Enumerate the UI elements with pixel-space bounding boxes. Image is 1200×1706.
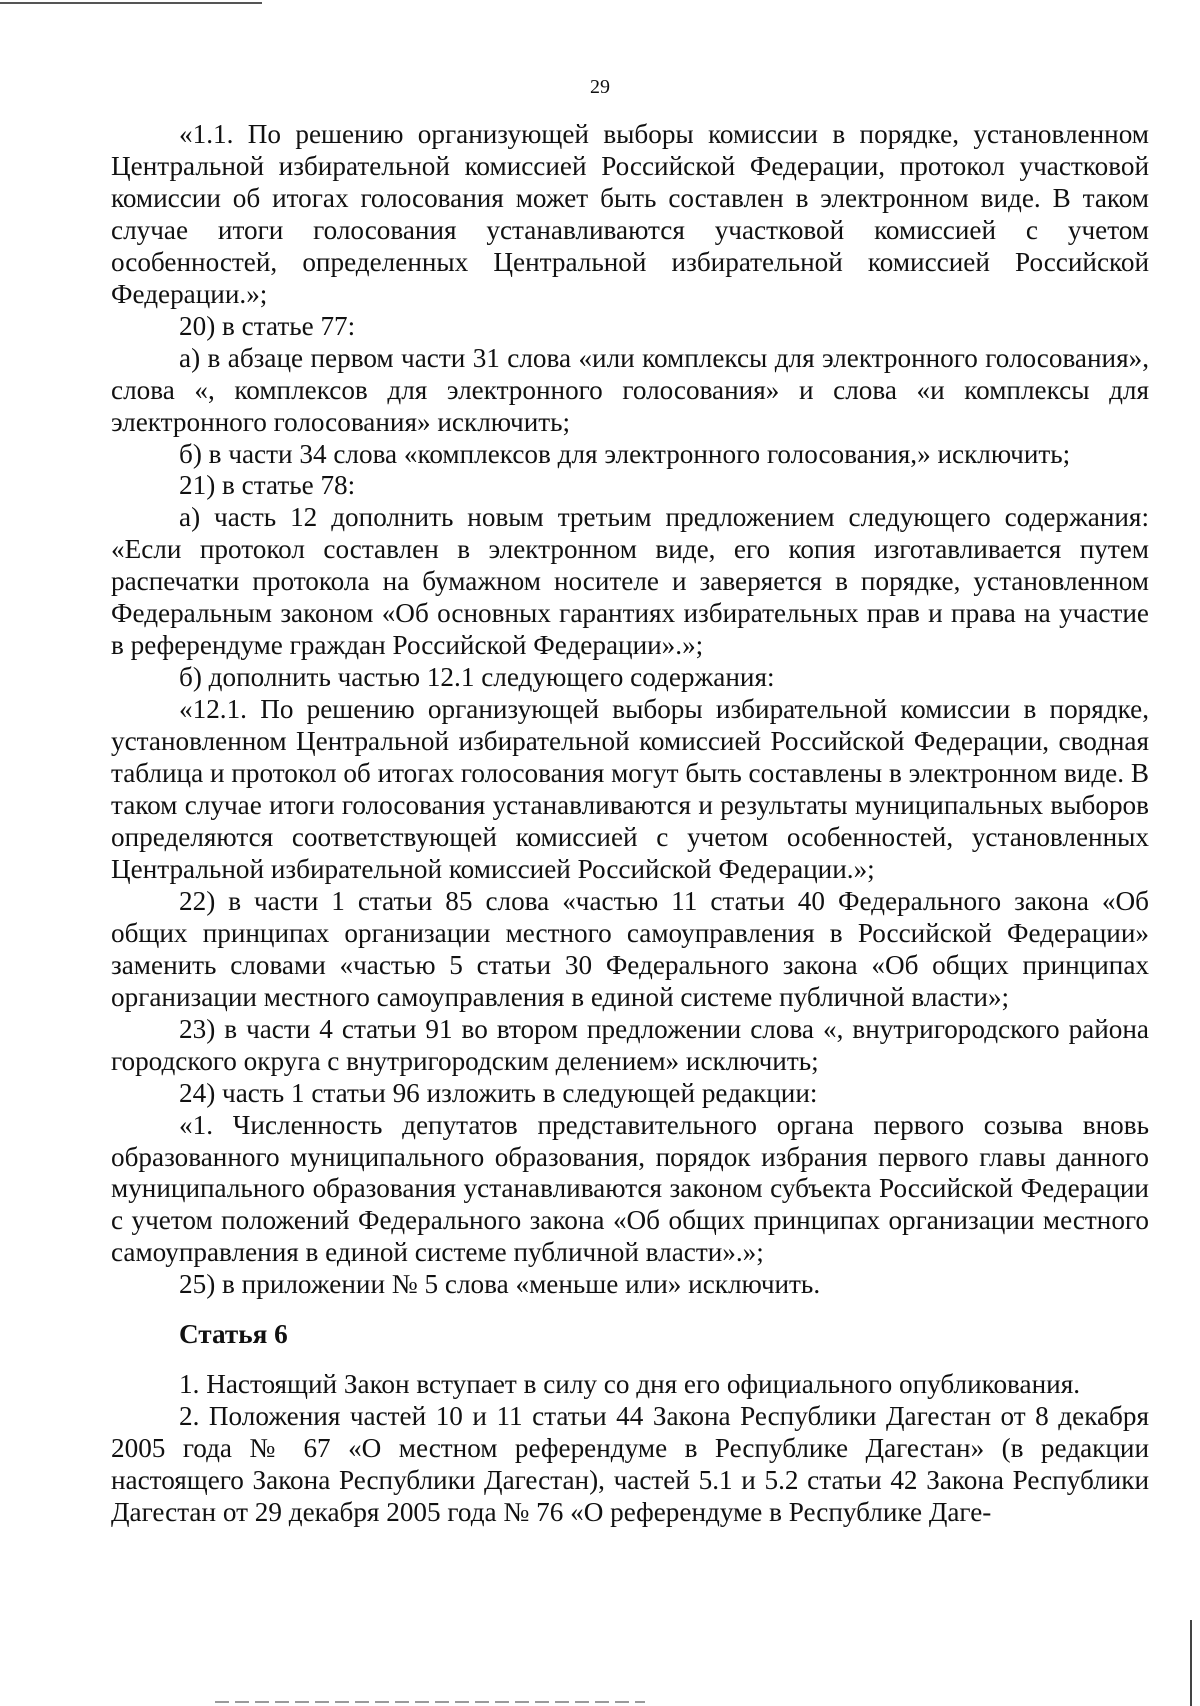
scan-edge-line-top xyxy=(0,2,262,4)
article-6-heading: Статья 6 xyxy=(179,1319,288,1350)
paragraph-item-20b: б) в части 34 слова «комплексов для электронного голосования,» исключить; xyxy=(179,438,1071,469)
paragraph-12-1-amendment: «12.1. По решению организующей выборы избирательной комиссии в порядке, установленном Центральной избирательной комиссией Российской Федерации, сводная таблица и протокол об итогах голосования могут быть составлены в электронном виде. В таком случае итоги голосования устанавливаются и результаты муниципальных выборов определяются соответствующей комиссией с учетом особенностей, установленных Центральной избирательной комиссией Российской Федерации.»; xyxy=(111,694,1149,884)
article-6-paragraph-1: 1. Настоящий Закон вступает в силу со дня его официального опубликования. xyxy=(179,1369,1081,1400)
paragraph-1-1-amendment: «1.1. По решению организующей выборы комиссии в порядке, установленном Центральной избирательной комиссией Российской Федерации, протокол участковой комиссии об итогах голосования может быть составлен в электронном виде. В таком случае итоги голосования устанавливаются участковой комиссией с учетом особенностей, определенных Центральной избирательной комиссией Российской Федерации.»; xyxy=(111,119,1149,309)
paragraph-item-24: 24) часть 1 статьи 96 изложить в следующей редакции: xyxy=(179,1077,818,1108)
paragraph-item-21a: а) часть 12 дополнить новым третьим предложением следующего содержания: «Если протокол составлен в электронном виде, его копия изготавливается путем распечатки протокола на бумажном носителе и заверяется в порядке, установленном Федеральным законом «Об основных гарантиях избирательных прав и права на участие в референдуме граждан Российской Федерации».»; xyxy=(111,502,1149,661)
paragraph-item-25: 25) в приложении № 5 слова «меньше или» исключить. xyxy=(179,1269,821,1300)
paragraph-item-21b: б) дополнить частью 12.1 следующего содержания: xyxy=(179,662,775,693)
paragraph-96-1-amendment: «1. Численность депутатов представительного органа первого созыва вновь образованного муниципального образования, порядок избрания первого главы данного муниципального образования устанавливаются законом субъекта Российской Федерации с учетом положений Федерального закона «Об общих принципах организации местного самоуправления в единой системе публичной власти».»; xyxy=(111,1109,1149,1268)
paragraph-item-21: 21) в статье 78: xyxy=(179,470,356,501)
article-6-paragraph-2: 2. Положения частей 10 и 11 статьи 44 Закона Республики Дагестан от 8 декабря 2005 года № 67 «О местном референдуме в Республике Дагестан» (в редакции настоящего Закона Республики Дагестан), частей 5.1 и 5.2 статьи 42 Закона Республики Дагестан от 29 декабря 2005 года № 76 «О референдуме в Республике Даге- xyxy=(111,1401,1149,1528)
paragraph-item-20: 20) в статье 77: xyxy=(179,310,356,341)
scan-edge-line-bottom xyxy=(215,1701,645,1703)
paragraph-item-23: 23) в части 4 статьи 91 во втором предложении слова «, внутригородского района городского округа с внутригородским делением» исключить; xyxy=(111,1013,1149,1076)
paragraph-item-22: 22) в части 1 статьи 85 слова «частью 11 статьи 40 Федерального закона «Об общих принципах организации местного самоуправления в Российской Федерации» заменить словами «частью 5 статьи 30 Федерального закона «Об общих принципах организации местного самоуправления в единой системе публичной власти»; xyxy=(111,885,1149,1012)
document-body xyxy=(111,119,1149,1529)
scan-edge-line-right xyxy=(1190,1620,1192,1706)
page-number: 29 xyxy=(590,76,610,98)
paragraph-item-20a: а) в абзаце первом части 31 слова «или комплексы для электронного голосования», слова «, комплексов для электронного голосования» и слова «и комплексы для электронного голосования» исключить; xyxy=(111,342,1149,437)
